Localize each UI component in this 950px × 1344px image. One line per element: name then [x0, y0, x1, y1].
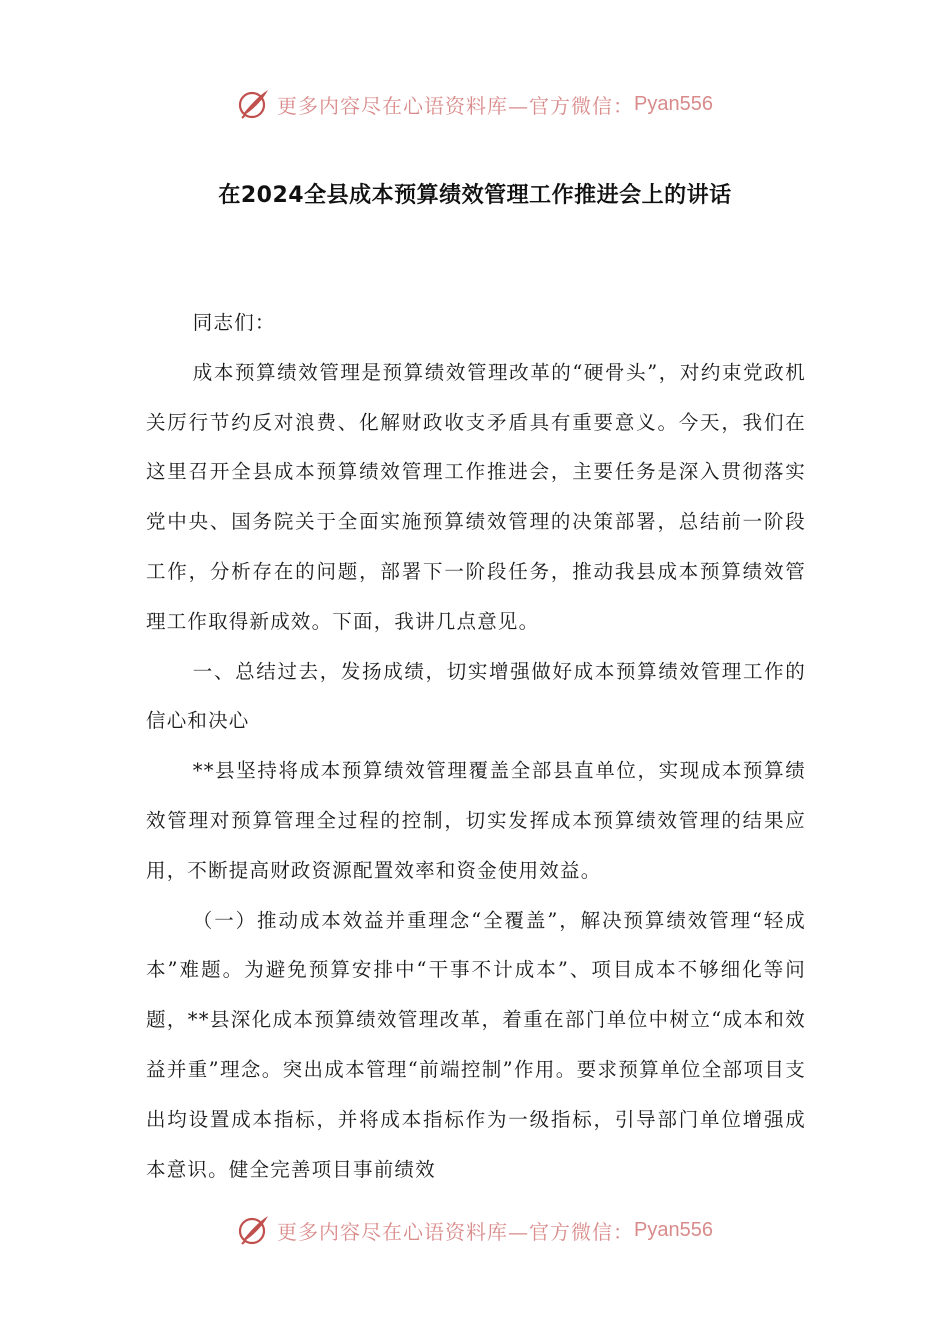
paragraph-subsection-1: （一）推动成本效益并重理念“全覆盖”，解决预算绩效管理“轻成本”难题。为避免预算安排中“干事不计成本”、项目成本不够细化等问题，**县深化成本预算绩效管理改革，着重在部门单位中树立“成本和效益并重”理念。突出成本管理“前端控制”作用。要求预算单位全部项目支出均设置成本指标，并将成本指标作为一级指标，引导部门单位增强成本意识。健全完善项目事前绩效 — [146, 908, 806, 1181]
document-title: 在2024全县成本预算绩效管理工作推进会上的讲话 — [218, 183, 732, 208]
paragraph-summary: **县坚持将成本预算绩效管理覆盖全部县直单位，实现成本预算绩效管理对预算管理全过程的控制，切实发挥成本预算绩效管理的结果应用，不断提高财政资源配置效率和资金使用效益。 — [146, 759, 806, 882]
banner-wechat-id: Pyan556 — [634, 92, 713, 115]
section-heading-1: 一、总结过去，发扬成绩，切实增强做好成本预算绩效管理工作的信心和决心 — [146, 659, 806, 733]
banner-wechat-id: Pyan556 — [634, 1218, 713, 1241]
banner-brand-text: 更多内容尽在心语资料库—官方微信： — [277, 1219, 635, 1244]
footer-banner — [0, 1210, 950, 1250]
paragraph-intro: 成本预算绩效管理是预算绩效管理改革的“硬骨头”，对约束党政机关厉行节约反对浪费、化解财政收支矛盾具有重要意义。今天，我们在这里召开全县成本预算绩效管理工作推进会，主要任务是深入贯彻落实党中央、国务院关于全面实施预算绩效管理的决策部署，总结前一阶段工作，分析存在的问题，部署下一阶段任务，推动我县成本预算绩效管理工作取得新成效。下面，我讲几点意见。 — [146, 360, 806, 633]
document-body — [146, 298, 806, 1194]
quill-logo-icon — [237, 1213, 271, 1247]
quill-logo-icon — [237, 87, 271, 121]
banner-brand-text: 更多内容尽在心语资料库—官方微信： — [277, 93, 635, 118]
greeting: 同志们： — [192, 311, 276, 334]
header-banner — [0, 84, 950, 124]
